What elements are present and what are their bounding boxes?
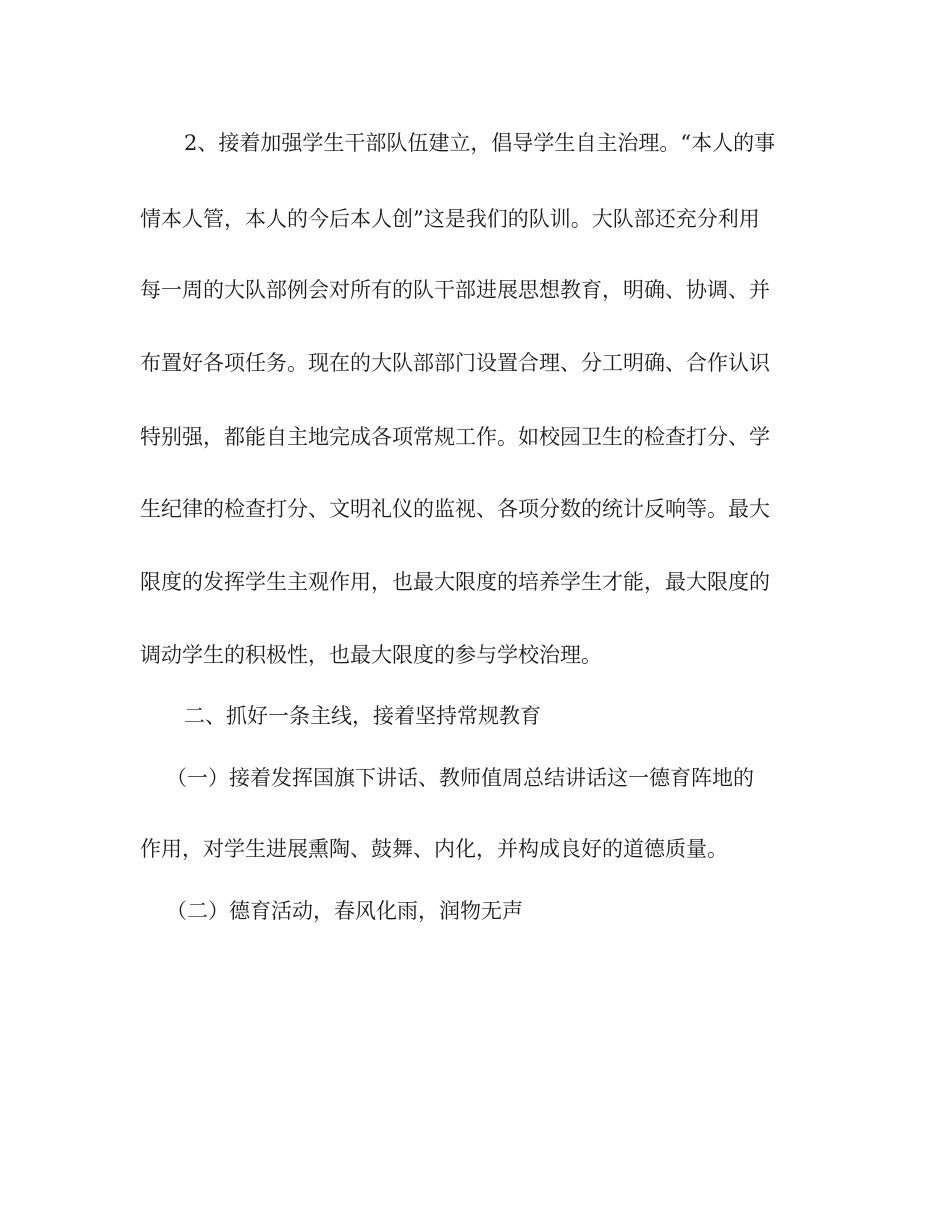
paragraph-1-line-4: 布置好各项任务。现在的大队部部门设置合理、分工明确、合作认识 — [140, 351, 770, 375]
paragraph-1-line-8: 调动学生的积极性，也最大限度的参与学校治理。 — [140, 643, 602, 667]
paragraph-3-line-1: （一）接着发挥国旗下讲话、教师值周总结讲话这一德育阵地的 — [166, 766, 754, 790]
paragraph-1-line-7: 限度的发挥学生主观作用，也最大限度的培养学生才能，最大限度的 — [140, 570, 770, 594]
paragraph-1-line-1: 2、接着加强学生干部队伍建立，倡导学生自主治理。“本人的事 — [184, 131, 776, 155]
subsection-heading-4: （二）德育活动，春风化雨，润物无声 — [166, 899, 523, 923]
paragraph-1-line-5: 特别强，都能自主地完成各项常规工作。如校园卫生的检查打分、学 — [140, 425, 770, 449]
paragraph-3-line-2: 作用，对学生进展熏陶、鼓舞、内化，并构成良好的道德质量。 — [140, 837, 728, 861]
paragraph-1-line-2: 情本人管，本人的今后本人创”这是我们的队训。大队部还充分利用 — [140, 207, 760, 231]
section-heading-2: 二、抓好一条主线，接着坚持常规教育 — [184, 704, 541, 728]
paragraph-1-line-6: 生纪律的检查打分、文明礼仪的监视、各项分数的统计反响等。最大 — [140, 497, 770, 521]
paragraph-1-line-3: 每一周的大队部例会对所有的队干部进展思想教育，明确、协调、并 — [140, 278, 770, 302]
